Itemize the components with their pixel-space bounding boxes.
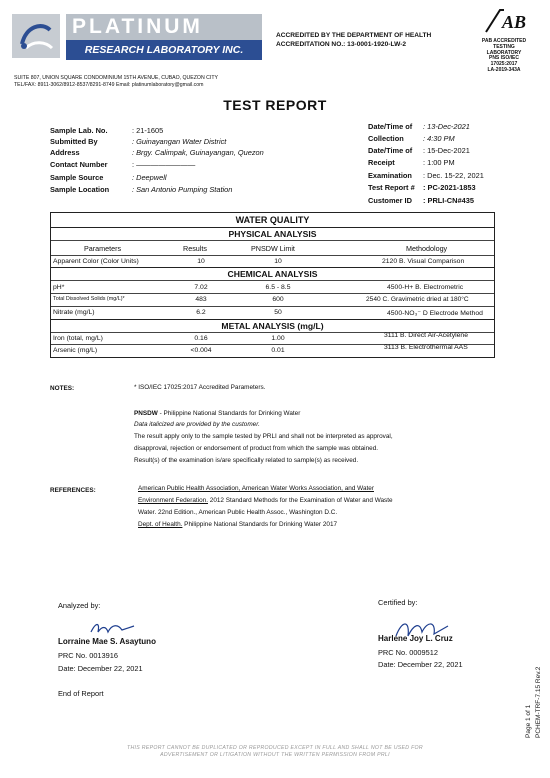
param-cell: Iron (total, mg/L): [53, 335, 103, 342]
param-cell: Nitrate (mg/L): [53, 309, 95, 316]
method-cell: 3113 B. Electrothermal AAS: [384, 344, 468, 351]
info-value: : 4:30 PM: [423, 134, 455, 143]
result-cell: 483: [195, 296, 207, 303]
water-quality-table: [50, 212, 495, 358]
limit-cell: 600: [272, 296, 284, 303]
result-cell: 0.16: [194, 335, 208, 342]
footer-line: ADVERTISEMENT OR LITIGATION WITHOUT THE WRITTEN PERMISSION FROM PRLI: [160, 751, 390, 758]
contact-line: TEL/FAX: 8911-3062/8912-8537/8291-8749 Email: platinumlaboratory@gmail.com: [14, 81, 204, 88]
section-title-physical: PHYSICAL ANALYSIS: [228, 229, 317, 239]
method-cell: 4500-H+ B. Electrometric: [387, 284, 464, 291]
limit-cell: 50: [274, 309, 282, 316]
info-label: Submitted By: [50, 137, 98, 146]
info-value: : 15-Dec-2021: [423, 146, 470, 155]
address-line: SUITE 807, UNION SQUARE CONDOMINIUM 15TH AVENUE, CUBAO, QUEZON CITY: [14, 75, 218, 81]
certifier-date: Date: December 22, 2021: [378, 660, 463, 669]
limit-cell: 0.01: [271, 347, 285, 354]
info-value: : 13-Dec-2021: [423, 122, 470, 131]
result-cell: 6.2: [196, 309, 206, 316]
prli-logo-icon: [12, 14, 60, 58]
info-label: Customer ID: [368, 196, 412, 205]
pab-line: TESTING: [493, 43, 515, 50]
reference-text: 2012 Standard Methods for the Examination of Water and Waste: [207, 497, 393, 504]
param-cell: pH*: [53, 284, 65, 291]
method-cell: 4500-NO₃⁻ D Electrode Method: [387, 310, 483, 317]
info-label: Address: [50, 148, 80, 157]
header-results: Results: [183, 244, 207, 253]
section-title-chemical: CHEMICAL ANALYSIS: [227, 269, 318, 279]
info-label: Test Report #: [368, 183, 415, 192]
info-value: : San Antonio Pumping Station: [132, 185, 233, 194]
notes-pnsdw: [134, 409, 300, 419]
reference-line: [138, 520, 337, 530]
info-value: : 21-1605: [132, 126, 164, 135]
result-cell: 10: [197, 258, 205, 265]
form-code: PCHEM-TRF-7.15 Rev.2: [535, 666, 542, 738]
limit-cell: 10: [274, 258, 282, 265]
analyst-name: Lorraine Mae S. Asaytuno: [58, 637, 156, 646]
pab-line: LA-2019-343A: [487, 66, 521, 73]
method-cell: 2120 B. Visual Comparison: [382, 258, 465, 265]
notes-line: disapproval, rejection or endorsement of product from which the sample was obtained.: [134, 445, 379, 452]
pab-logo-text: AB: [502, 12, 527, 32]
param-cell: Total Dissolved Solids (mg/L)*: [53, 296, 125, 302]
param-cell: Apparent Color (Color Units): [53, 258, 139, 265]
notes-label: NOTES:: [50, 385, 75, 392]
limit-cell: 1.00: [271, 335, 285, 342]
reference-text: Philippine National Standards for Drinking Water 2017: [182, 521, 338, 528]
analyst-date: Date: December 22, 2021: [58, 664, 143, 673]
info-label: Collection: [368, 134, 404, 143]
info-label: Examination: [368, 171, 412, 180]
limit-cell: 6.5 - 8.5: [265, 284, 291, 291]
info-label: Sample Source: [50, 173, 104, 182]
reference-underlined: Dept. of Health.: [138, 521, 183, 528]
page-number: Page 1 of 1: [525, 704, 532, 738]
accreditation-block: [276, 32, 431, 49]
reference-line: [138, 496, 393, 506]
info-label: Date/Time of: [368, 122, 413, 131]
accreditation-number: ACCREDITATION NO.: 13-0001-1920-LW-2: [276, 40, 407, 48]
analyst-prc: PRC No. 0013916: [58, 651, 118, 660]
method-cell: 2540 C. Gravimetric dried at 180°C: [366, 296, 469, 303]
notes-italic: Data italicized are provided by the customer.: [134, 421, 260, 428]
info-label: Sample Lab. No.: [50, 126, 108, 135]
info-value: : Deepwell: [132, 173, 167, 182]
info-label: Date/Time of: [368, 146, 413, 155]
notes-line: The result apply only to the sample tested by PRLI and shall not be interpreted as approval,: [134, 433, 393, 440]
footer-disclaimer: [60, 745, 490, 758]
analyzed-by-label: Analyzed by:: [58, 601, 101, 610]
info-value: : ————————: [132, 160, 196, 169]
certified-by-label: Certified by:: [378, 598, 418, 607]
pnsdw-abbr: PNSDW: [134, 410, 158, 417]
notes-iso: * ISO/IEC 17025:2017 Accredited Parameters.: [134, 384, 266, 391]
header-limit: PNSDW Limit: [251, 244, 295, 253]
header-parameters: Parameters: [84, 244, 122, 253]
info-value: : Guinayangan Water District: [132, 137, 227, 146]
brand-name: PLATINUM: [66, 14, 262, 40]
method-cell: 3111 B. Direct Air-Acetylene: [384, 332, 468, 339]
info-value: : PC-2021-1853: [423, 183, 476, 192]
footer-line: THIS REPORT CANNOT BE DUPLICATED OR REPRODUCED EXCEPT IN FULL AND SHALL NOT BE USED FOR: [127, 745, 423, 751]
info-value: : Brgy. Calimpak, Guinayangan, Quezon: [132, 148, 264, 157]
info-value: : 1:00 PM: [423, 158, 455, 167]
reference-line: American Public Health Association, American Water Works Association, and Water: [138, 485, 374, 492]
certifier-prc: PRC No. 0009512: [378, 648, 438, 657]
references-label: REFERENCES:: [50, 487, 96, 494]
info-value: : PRLI-CN#435: [423, 196, 474, 205]
result-cell: <0.004: [190, 347, 212, 354]
pab-line: PAB ACCREDITED: [481, 38, 527, 44]
info-label: Sample Location: [50, 185, 110, 194]
pab-line: PNS ISO/IEC: [488, 55, 519, 62]
info-label: Receipt: [368, 158, 395, 167]
notes-line: Result(s) of the examination is/are specifically related to sample(s) as received.: [134, 457, 359, 464]
pnsdw-text: - Philippine National Standards for Drinking Water: [157, 410, 301, 417]
pab-line: LABORATORY: [486, 49, 522, 56]
pab-line: 17025:2017: [490, 61, 518, 68]
sample-info-left: [50, 126, 350, 206]
company-address: [14, 75, 218, 88]
reference-line: Water. 22nd Edition., American Public Health Assoc., Washington D.C.: [138, 509, 338, 516]
end-of-report: End of Report: [58, 689, 104, 698]
pab-logo-icon: [484, 6, 528, 36]
info-value: : Dec. 15-22, 2021: [423, 171, 484, 180]
analyst-signature-icon: [88, 620, 138, 638]
certifier-name: Harlene Joy L. Cruz: [378, 634, 453, 643]
result-cell: 7.02: [194, 284, 208, 291]
report-title: TEST REPORT: [223, 97, 327, 113]
param-cell: Arsenic (mg/L): [53, 347, 98, 354]
table-title: WATER QUALITY: [235, 215, 310, 225]
pab-accreditation-text: [460, 39, 548, 74]
accreditation-line: ACCREDITED BY THE DEPARTMENT OF HEALTH: [276, 32, 432, 39]
side-form-code: [520, 640, 546, 740]
sample-info-right: [368, 122, 538, 212]
info-label: Contact Number: [50, 160, 108, 169]
brand-subtitle: RESEARCH LABORATORY INC.: [66, 40, 262, 60]
reference-underlined: Environment Federation.: [138, 497, 208, 504]
section-title-metal: METAL ANALYSIS (mg/L): [221, 321, 324, 331]
header-methodology: Methodology: [406, 244, 448, 253]
